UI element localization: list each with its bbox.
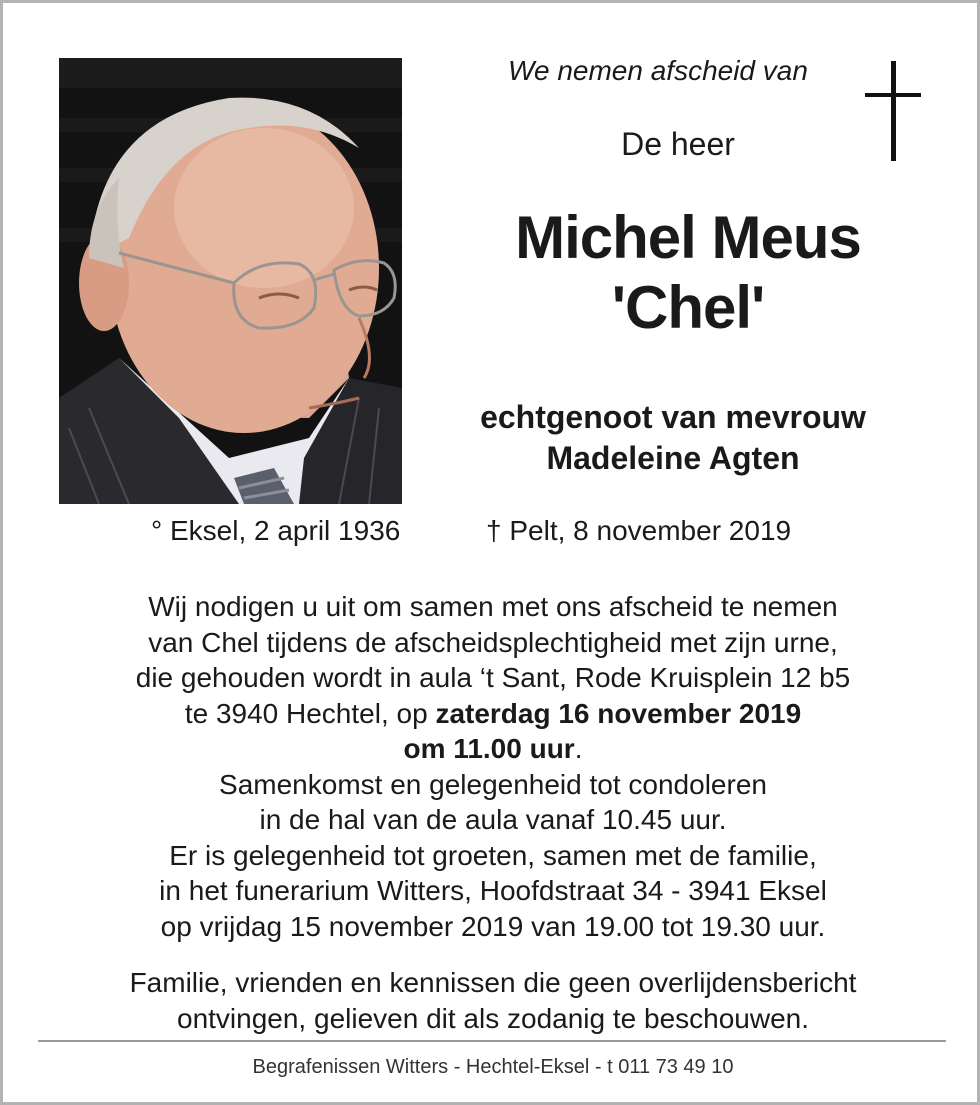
notice-text: [33, 965, 953, 1036]
body-line: op vrijdag 15 november 2019 van 19.00 tot 19.30 uur.: [160, 910, 826, 942]
intro-text: We nemen afscheid van: [508, 55, 808, 86]
body-line: van Chel tijdens de afscheidsplechtigheid met zijn urne,: [148, 626, 838, 658]
body-line: in het funerarium Witters, Hoofdstraat 34 - 3941 Eksel: [159, 875, 827, 906]
body-line: in de hal van de aula vanaf 10.45 uur.: [259, 804, 727, 835]
undertaker-footer: Begrafenissen Witters - Hechtel-Eksel - t 011 73 49 10: [252, 1056, 734, 1078]
body-line: [33, 696, 953, 732]
spouse-line-1: echtgenoot van mevrouw: [480, 399, 866, 435]
notice-line: Familie, vrienden en kennissen die geen overlijdensbericht: [129, 967, 857, 998]
portrait-photo: [59, 58, 402, 504]
body-line: Wij nodigen u uit om samen met ons afscheid te nemen: [148, 591, 838, 622]
honorific: De heer: [621, 126, 735, 162]
notice-line: ontvingen, gelieven dit als zodanig te beschouwen.: [177, 1002, 809, 1034]
name-line-1: Michel Meus: [515, 204, 861, 271]
spouse-info: [423, 397, 923, 479]
body-line: Er is gelegenheid tot groeten, samen met de familie,: [169, 839, 817, 871]
spouse-line-2: Madeleine Agten: [546, 440, 800, 476]
birth-date: ° Eksel, 2 april 1936: [151, 515, 401, 546]
deceased-name: [463, 203, 913, 343]
ceremony-time: om 11.00 uur: [403, 733, 575, 764]
body-line: [33, 731, 953, 767]
ceremony-date: zaterdag 16 november 2019: [435, 697, 802, 729]
name-line-2: 'Chel': [611, 274, 765, 341]
body-text: te 3940 Hechtel, op: [184, 697, 436, 729]
body-line: Samenkomst en gelegenheid tot condoleren: [219, 768, 767, 800]
death-date: † Pelt, 8 november 2019: [486, 515, 792, 546]
body-line: die gehouden wordt in aula ‘t Sant, Rode Kruisplein 12 b5: [135, 662, 851, 693]
ceremony-details: [33, 589, 953, 944]
divider: [38, 1040, 946, 1042]
body-text: .: [574, 733, 583, 764]
